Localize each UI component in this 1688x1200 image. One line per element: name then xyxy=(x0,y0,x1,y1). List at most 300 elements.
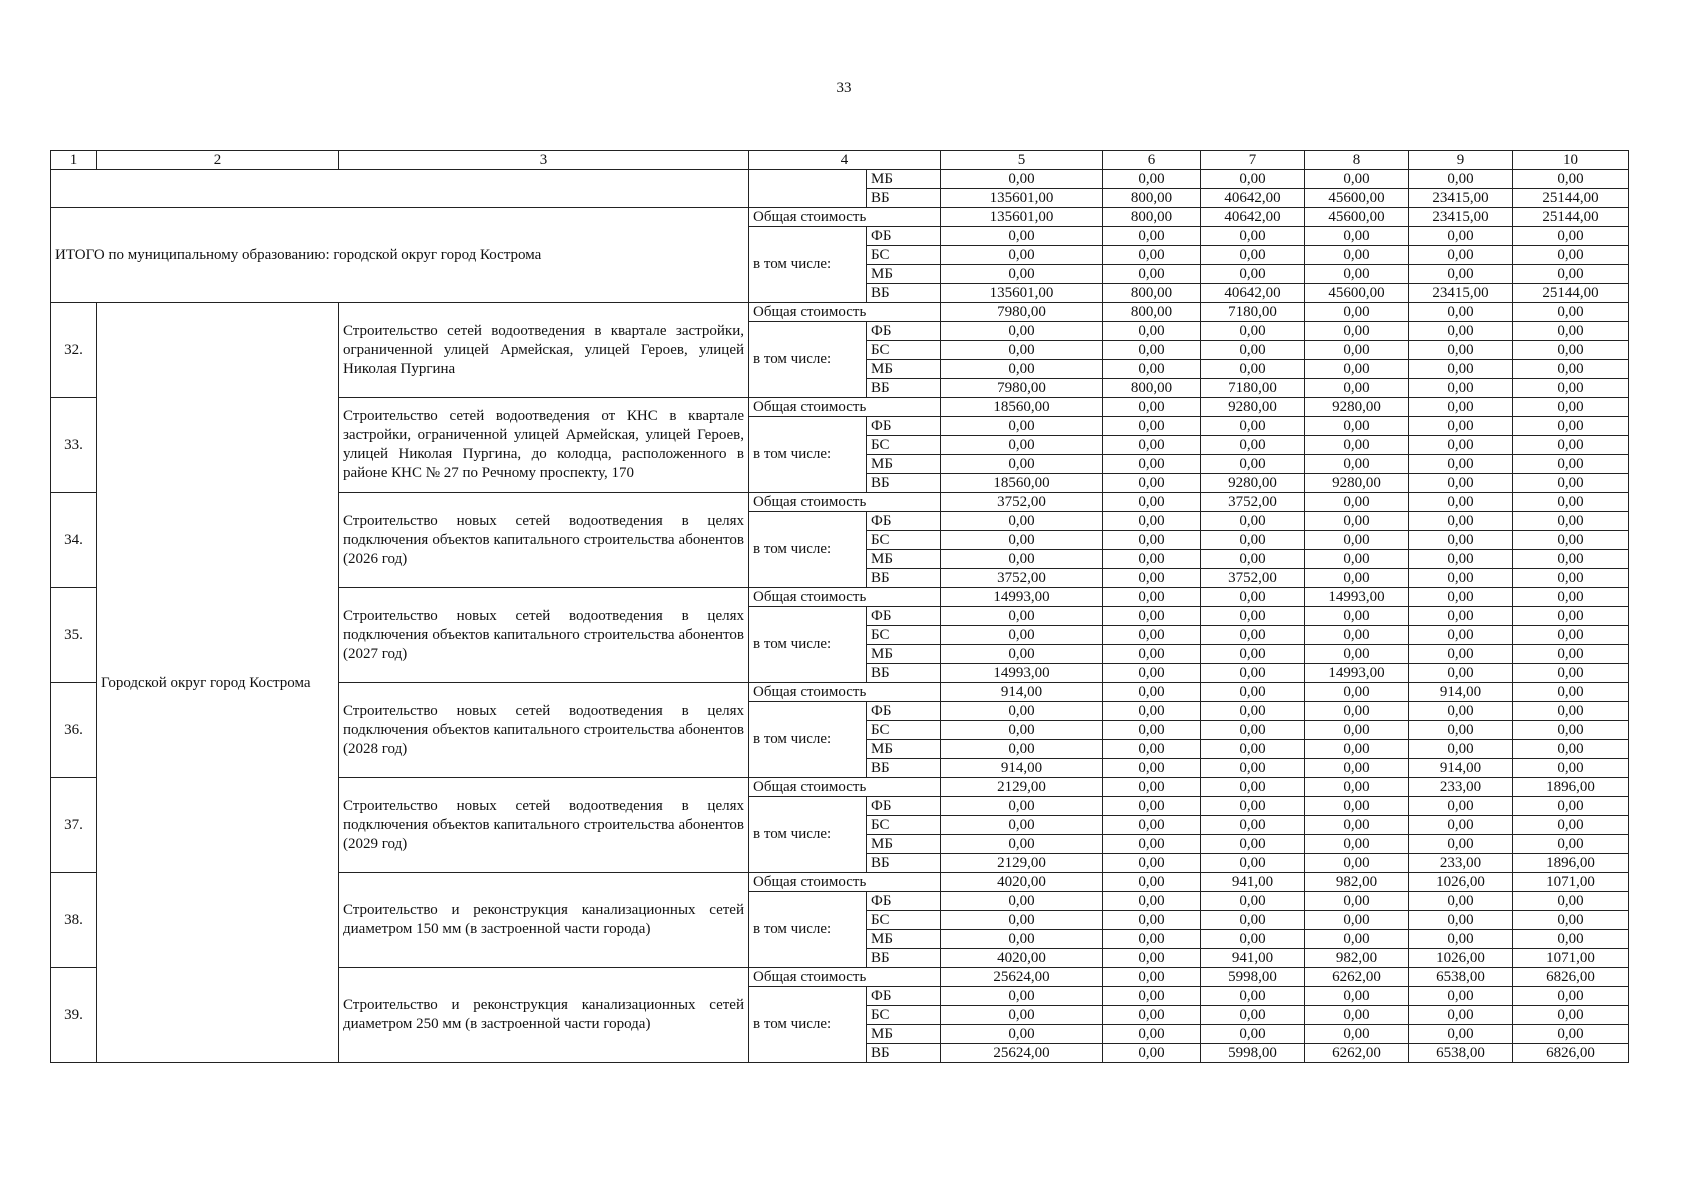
value-cell: 0,00 xyxy=(1103,873,1201,892)
row-number: 32. xyxy=(51,303,97,398)
value-cell: 0,00 xyxy=(1201,721,1305,740)
row-number: 33. xyxy=(51,398,97,493)
value-cell: 0,00 xyxy=(1201,911,1305,930)
value-cell: 0,00 xyxy=(1409,550,1513,569)
value-cell: 0,00 xyxy=(1305,854,1409,873)
value-cell: 0,00 xyxy=(941,1006,1103,1025)
value-cell: 3752,00 xyxy=(941,569,1103,588)
value-cell: 0,00 xyxy=(1409,455,1513,474)
value-cell: 9280,00 xyxy=(1305,474,1409,493)
value-cell: 3752,00 xyxy=(1201,493,1305,512)
funding-source: ФБ xyxy=(867,987,941,1006)
funding-source: ФБ xyxy=(867,512,941,531)
value-cell: 0,00 xyxy=(1103,683,1201,702)
value-cell: 800,00 xyxy=(1103,284,1201,303)
value-cell: 0,00 xyxy=(1409,341,1513,360)
value-cell: 0,00 xyxy=(941,645,1103,664)
value-cell: 135601,00 xyxy=(941,208,1103,227)
value-cell: 800,00 xyxy=(1103,379,1201,398)
value-cell: 800,00 xyxy=(1103,208,1201,227)
value-cell: 0,00 xyxy=(1513,797,1629,816)
project-description: Строительство и реконструкция канализационных сетей диаметром 250 мм (в застроенной части города) xyxy=(339,968,749,1063)
funding-source: ВБ xyxy=(867,474,941,493)
column-header: 10 xyxy=(1513,151,1629,170)
table-row xyxy=(51,170,1629,189)
value-cell: 0,00 xyxy=(1201,360,1305,379)
value-cell: 0,00 xyxy=(1103,949,1201,968)
value-cell: 45600,00 xyxy=(1305,284,1409,303)
value-cell: 0,00 xyxy=(1409,816,1513,835)
project-description: Строительство сетей водоотведения от КНС в квартале застройки, ограниченной улицей Армейская, улицей Героев, улицей Николая Пургина, до колодца, расположенного в районе КНС № 27 по Речному проспекту, 170 xyxy=(339,398,749,493)
value-cell: 0,00 xyxy=(1103,778,1201,797)
value-cell: 0,00 xyxy=(1201,1025,1305,1044)
value-cell: 3752,00 xyxy=(941,493,1103,512)
including-label: в том числе: xyxy=(749,892,867,968)
value-cell: 0,00 xyxy=(1305,417,1409,436)
value-cell: 4020,00 xyxy=(941,873,1103,892)
value-cell: 0,00 xyxy=(1409,398,1513,417)
value-cell: 982,00 xyxy=(1305,873,1409,892)
value-cell: 0,00 xyxy=(941,227,1103,246)
value-cell: 0,00 xyxy=(1513,588,1629,607)
including-label: в том числе: xyxy=(749,797,867,873)
funding-source: ВБ xyxy=(867,379,941,398)
value-cell: 14993,00 xyxy=(941,588,1103,607)
value-cell: 0,00 xyxy=(1103,531,1201,550)
value-cell: 45600,00 xyxy=(1305,189,1409,208)
funding-source: МБ xyxy=(867,265,941,284)
row-number: 39. xyxy=(51,968,97,1063)
funding-source: МБ xyxy=(867,360,941,379)
itogo-title: ИТОГО по муниципальному образованию: городской округ город Кострома xyxy=(51,208,749,303)
value-cell: 0,00 xyxy=(1201,702,1305,721)
funding-source: ВБ xyxy=(867,854,941,873)
value-cell: 0,00 xyxy=(1201,436,1305,455)
value-cell: 25624,00 xyxy=(941,1044,1103,1063)
value-cell: 0,00 xyxy=(1513,322,1629,341)
value-cell: 0,00 xyxy=(1513,626,1629,645)
value-cell: 0,00 xyxy=(941,417,1103,436)
funding-source: МБ xyxy=(867,930,941,949)
value-cell: 0,00 xyxy=(1305,683,1409,702)
value-cell: 0,00 xyxy=(1513,170,1629,189)
value-cell: 0,00 xyxy=(1409,512,1513,531)
value-cell: 0,00 xyxy=(1305,436,1409,455)
funding-source: ФБ xyxy=(867,417,941,436)
funding-source: МБ xyxy=(867,1025,941,1044)
value-cell: 0,00 xyxy=(1513,892,1629,911)
value-cell: 0,00 xyxy=(941,816,1103,835)
empty-cell xyxy=(51,170,749,208)
value-cell: 0,00 xyxy=(1305,246,1409,265)
value-cell: 0,00 xyxy=(1201,417,1305,436)
table-row xyxy=(51,208,1629,227)
value-cell: 0,00 xyxy=(1409,227,1513,246)
value-cell: 0,00 xyxy=(941,322,1103,341)
funding-source: МБ xyxy=(867,835,941,854)
value-cell: 0,00 xyxy=(1103,759,1201,778)
value-cell: 0,00 xyxy=(1305,740,1409,759)
value-cell: 0,00 xyxy=(1305,721,1409,740)
column-header: 4 xyxy=(749,151,941,170)
value-cell: 25144,00 xyxy=(1513,284,1629,303)
value-cell: 0,00 xyxy=(1513,493,1629,512)
value-cell: 914,00 xyxy=(1409,759,1513,778)
value-cell: 4020,00 xyxy=(941,949,1103,968)
value-cell: 1896,00 xyxy=(1513,778,1629,797)
value-cell: 0,00 xyxy=(1513,1025,1629,1044)
value-cell: 0,00 xyxy=(1409,379,1513,398)
row-number: 35. xyxy=(51,588,97,683)
value-cell: 0,00 xyxy=(1513,930,1629,949)
value-cell: 1071,00 xyxy=(1513,949,1629,968)
row-number: 38. xyxy=(51,873,97,968)
value-cell: 0,00 xyxy=(1305,987,1409,1006)
project-description: Строительство новых сетей водоотведения в целях подключения объектов капитального строительства абонентов (2026 год) xyxy=(339,493,749,588)
funding-source: ВБ xyxy=(867,284,941,303)
total-cost-label: Общая стоимость xyxy=(749,873,941,892)
value-cell: 0,00 xyxy=(1513,1006,1629,1025)
value-cell: 0,00 xyxy=(1201,170,1305,189)
value-cell: 0,00 xyxy=(941,170,1103,189)
column-header: 9 xyxy=(1409,151,1513,170)
funding-source: БС xyxy=(867,1006,941,1025)
including-label: в том числе: xyxy=(749,512,867,588)
value-cell: 40642,00 xyxy=(1201,284,1305,303)
table-row xyxy=(51,303,1629,322)
value-cell: 0,00 xyxy=(1513,569,1629,588)
value-cell: 6262,00 xyxy=(1305,1044,1409,1063)
value-cell: 0,00 xyxy=(1409,303,1513,322)
column-header: 1 xyxy=(51,151,97,170)
value-cell: 0,00 xyxy=(1305,816,1409,835)
value-cell: 0,00 xyxy=(941,455,1103,474)
value-cell: 0,00 xyxy=(1513,645,1629,664)
funding-source: БС xyxy=(867,531,941,550)
funding-source: ВБ xyxy=(867,664,941,683)
column-header: 2 xyxy=(97,151,339,170)
column-header: 6 xyxy=(1103,151,1201,170)
funding-source: БС xyxy=(867,816,941,835)
value-cell: 0,00 xyxy=(1201,930,1305,949)
value-cell: 0,00 xyxy=(941,797,1103,816)
value-cell: 0,00 xyxy=(1305,265,1409,284)
value-cell: 0,00 xyxy=(1103,797,1201,816)
value-cell: 0,00 xyxy=(1513,474,1629,493)
including-label: в том числе: xyxy=(749,227,867,303)
value-cell: 0,00 xyxy=(1513,455,1629,474)
value-cell: 0,00 xyxy=(1305,170,1409,189)
value-cell: 0,00 xyxy=(941,911,1103,930)
value-cell: 25144,00 xyxy=(1513,208,1629,227)
value-cell: 0,00 xyxy=(1409,265,1513,284)
value-cell: 0,00 xyxy=(941,265,1103,284)
including-label: в том числе: xyxy=(749,702,867,778)
value-cell: 0,00 xyxy=(1305,1006,1409,1025)
value-cell: 0,00 xyxy=(1305,512,1409,531)
value-cell: 0,00 xyxy=(1201,778,1305,797)
value-cell: 0,00 xyxy=(941,702,1103,721)
value-cell: 0,00 xyxy=(1513,721,1629,740)
value-cell: 0,00 xyxy=(1305,531,1409,550)
value-cell: 0,00 xyxy=(941,531,1103,550)
value-cell: 0,00 xyxy=(1103,664,1201,683)
value-cell: 9280,00 xyxy=(1305,398,1409,417)
row-number: 36. xyxy=(51,683,97,778)
value-cell: 914,00 xyxy=(941,759,1103,778)
funding-source: ВБ xyxy=(867,759,941,778)
value-cell: 0,00 xyxy=(1409,531,1513,550)
value-cell: 23415,00 xyxy=(1409,208,1513,227)
financing-table xyxy=(50,150,1629,1063)
value-cell: 1026,00 xyxy=(1409,949,1513,968)
value-cell: 0,00 xyxy=(1513,607,1629,626)
value-cell: 0,00 xyxy=(1305,835,1409,854)
value-cell: 0,00 xyxy=(1513,341,1629,360)
value-cell: 0,00 xyxy=(1103,322,1201,341)
funding-source: БС xyxy=(867,721,941,740)
value-cell: 0,00 xyxy=(1409,322,1513,341)
value-cell: 0,00 xyxy=(1409,835,1513,854)
value-cell: 6826,00 xyxy=(1513,968,1629,987)
value-cell: 5998,00 xyxy=(1201,968,1305,987)
value-cell: 941,00 xyxy=(1201,873,1305,892)
value-cell: 1026,00 xyxy=(1409,873,1513,892)
funding-source: ВБ xyxy=(867,949,941,968)
value-cell: 0,00 xyxy=(1305,607,1409,626)
value-cell: 0,00 xyxy=(1409,1006,1513,1025)
value-cell: 0,00 xyxy=(1409,892,1513,911)
value-cell: 0,00 xyxy=(941,740,1103,759)
funding-source: БС xyxy=(867,626,941,645)
value-cell: 0,00 xyxy=(1201,854,1305,873)
funding-source: БС xyxy=(867,246,941,265)
value-cell: 0,00 xyxy=(1103,227,1201,246)
value-cell: 0,00 xyxy=(1201,683,1305,702)
value-cell: 0,00 xyxy=(1201,341,1305,360)
funding-source: ФБ xyxy=(867,322,941,341)
value-cell: 2129,00 xyxy=(941,854,1103,873)
value-cell: 0,00 xyxy=(1103,246,1201,265)
value-cell: 0,00 xyxy=(1103,474,1201,493)
funding-source: МБ xyxy=(867,550,941,569)
value-cell: 0,00 xyxy=(1513,417,1629,436)
value-cell: 0,00 xyxy=(941,607,1103,626)
value-cell: 0,00 xyxy=(1103,360,1201,379)
value-cell: 45600,00 xyxy=(1305,208,1409,227)
value-cell: 9280,00 xyxy=(1201,398,1305,417)
value-cell: 0,00 xyxy=(1513,398,1629,417)
value-cell: 40642,00 xyxy=(1201,208,1305,227)
value-cell: 7180,00 xyxy=(1201,303,1305,322)
value-cell: 0,00 xyxy=(1103,987,1201,1006)
value-cell: 0,00 xyxy=(1201,759,1305,778)
value-cell: 0,00 xyxy=(1409,797,1513,816)
value-cell: 0,00 xyxy=(1305,930,1409,949)
including-label: в том числе: xyxy=(749,987,867,1063)
value-cell: 3752,00 xyxy=(1201,569,1305,588)
row-number: 37. xyxy=(51,778,97,873)
value-cell: 0,00 xyxy=(941,892,1103,911)
value-cell: 0,00 xyxy=(1103,892,1201,911)
total-cost-label: Общая стоимость xyxy=(749,778,941,797)
value-cell: 0,00 xyxy=(941,341,1103,360)
total-cost-label: Общая стоимость xyxy=(749,683,941,702)
value-cell: 0,00 xyxy=(1103,265,1201,284)
value-cell: 0,00 xyxy=(1305,379,1409,398)
value-cell: 0,00 xyxy=(1305,626,1409,645)
value-cell: 0,00 xyxy=(1513,379,1629,398)
column-header: 3 xyxy=(339,151,749,170)
value-cell: 0,00 xyxy=(1409,170,1513,189)
value-cell: 6826,00 xyxy=(1513,1044,1629,1063)
value-cell: 914,00 xyxy=(941,683,1103,702)
row-number: 34. xyxy=(51,493,97,588)
value-cell: 0,00 xyxy=(1201,740,1305,759)
total-cost-label: Общая стоимость xyxy=(749,493,941,512)
project-description: Строительство новых сетей водоотведения в целях подключения объектов капитального строительства абонентов (2028 год) xyxy=(339,683,749,778)
value-cell: 0,00 xyxy=(1305,550,1409,569)
value-cell: 0,00 xyxy=(1201,664,1305,683)
value-cell: 0,00 xyxy=(1513,702,1629,721)
value-cell: 0,00 xyxy=(1201,797,1305,816)
value-cell: 0,00 xyxy=(1103,607,1201,626)
value-cell: 18560,00 xyxy=(941,474,1103,493)
value-cell: 233,00 xyxy=(1409,778,1513,797)
value-cell: 0,00 xyxy=(1305,759,1409,778)
value-cell: 0,00 xyxy=(1409,702,1513,721)
value-cell: 0,00 xyxy=(941,1025,1103,1044)
funding-source: МБ xyxy=(867,170,941,189)
value-cell: 0,00 xyxy=(1103,702,1201,721)
value-cell: 0,00 xyxy=(1201,246,1305,265)
value-cell: 0,00 xyxy=(1201,531,1305,550)
value-cell: 0,00 xyxy=(1305,569,1409,588)
funding-source: МБ xyxy=(867,455,941,474)
value-cell: 0,00 xyxy=(1103,968,1201,987)
column-header: 8 xyxy=(1305,151,1409,170)
value-cell: 0,00 xyxy=(1513,911,1629,930)
value-cell: 0,00 xyxy=(1201,607,1305,626)
value-cell: 0,00 xyxy=(1103,645,1201,664)
value-cell: 0,00 xyxy=(941,835,1103,854)
value-cell: 0,00 xyxy=(941,550,1103,569)
value-cell: 7180,00 xyxy=(1201,379,1305,398)
value-cell: 0,00 xyxy=(1103,170,1201,189)
value-cell: 5998,00 xyxy=(1201,1044,1305,1063)
value-cell: 0,00 xyxy=(1103,569,1201,588)
funding-source: ФБ xyxy=(867,227,941,246)
value-cell: 0,00 xyxy=(1409,436,1513,455)
value-cell: 0,00 xyxy=(1201,512,1305,531)
value-cell: 0,00 xyxy=(1103,740,1201,759)
value-cell: 9280,00 xyxy=(1201,474,1305,493)
funding-source: ВБ xyxy=(867,569,941,588)
value-cell: 0,00 xyxy=(1201,835,1305,854)
value-cell: 0,00 xyxy=(1103,816,1201,835)
value-cell: 23415,00 xyxy=(1409,189,1513,208)
total-cost-label: Общая стоимость xyxy=(749,968,941,987)
value-cell: 0,00 xyxy=(1103,588,1201,607)
value-cell: 14993,00 xyxy=(1305,664,1409,683)
value-cell: 6262,00 xyxy=(1305,968,1409,987)
value-cell: 0,00 xyxy=(1513,987,1629,1006)
value-cell: 0,00 xyxy=(1513,531,1629,550)
funding-source: ФБ xyxy=(867,797,941,816)
value-cell: 0,00 xyxy=(941,512,1103,531)
value-cell: 0,00 xyxy=(941,246,1103,265)
value-cell: 0,00 xyxy=(1103,1044,1201,1063)
value-cell: 0,00 xyxy=(941,987,1103,1006)
value-cell: 40642,00 xyxy=(1201,189,1305,208)
value-cell: 0,00 xyxy=(1201,626,1305,645)
total-cost-label: Общая стоимость xyxy=(749,208,941,227)
value-cell: 0,00 xyxy=(1103,626,1201,645)
value-cell: 800,00 xyxy=(1103,189,1201,208)
value-cell: 0,00 xyxy=(1513,835,1629,854)
value-cell: 0,00 xyxy=(1201,892,1305,911)
value-cell: 0,00 xyxy=(1409,569,1513,588)
page-number: 33 xyxy=(836,80,852,96)
value-cell: 0,00 xyxy=(1305,702,1409,721)
value-cell: 6538,00 xyxy=(1409,1044,1513,1063)
value-cell: 0,00 xyxy=(1409,474,1513,493)
total-cost-label: Общая стоимость xyxy=(749,588,941,607)
value-cell: 0,00 xyxy=(941,626,1103,645)
project-description: Строительство новых сетей водоотведения в целях подключения объектов капитального строительства абонентов (2029 год) xyxy=(339,778,749,873)
including-label: в том числе: xyxy=(749,607,867,683)
value-cell: 0,00 xyxy=(1201,588,1305,607)
value-cell: 0,00 xyxy=(1409,588,1513,607)
value-cell: 0,00 xyxy=(1305,360,1409,379)
value-cell: 0,00 xyxy=(1103,512,1201,531)
value-cell: 0,00 xyxy=(1513,360,1629,379)
value-cell: 0,00 xyxy=(1103,341,1201,360)
value-cell: 0,00 xyxy=(1103,550,1201,569)
project-description: Строительство и реконструкция канализационных сетей диаметром 150 мм (в застроенной части города) xyxy=(339,873,749,968)
value-cell: 1896,00 xyxy=(1513,854,1629,873)
value-cell: 6538,00 xyxy=(1409,968,1513,987)
value-cell: 0,00 xyxy=(1513,740,1629,759)
value-cell: 135601,00 xyxy=(941,189,1103,208)
value-cell: 0,00 xyxy=(1103,911,1201,930)
value-cell: 7980,00 xyxy=(941,379,1103,398)
value-cell: 0,00 xyxy=(1103,930,1201,949)
value-cell: 0,00 xyxy=(1513,246,1629,265)
value-cell: 0,00 xyxy=(1305,341,1409,360)
value-cell: 0,00 xyxy=(1409,360,1513,379)
value-cell: 0,00 xyxy=(1409,987,1513,1006)
value-cell: 0,00 xyxy=(1409,493,1513,512)
value-cell: 0,00 xyxy=(1409,246,1513,265)
value-cell: 25144,00 xyxy=(1513,189,1629,208)
funding-source: ФБ xyxy=(867,702,941,721)
value-cell: 0,00 xyxy=(1201,322,1305,341)
value-cell: 0,00 xyxy=(1201,645,1305,664)
value-cell: 0,00 xyxy=(1103,455,1201,474)
value-cell: 0,00 xyxy=(1513,227,1629,246)
value-cell: 0,00 xyxy=(1201,987,1305,1006)
value-cell: 0,00 xyxy=(1513,303,1629,322)
empty-cell xyxy=(749,170,867,208)
value-cell: 23415,00 xyxy=(1409,284,1513,303)
value-cell: 0,00 xyxy=(1201,227,1305,246)
value-cell: 0,00 xyxy=(1513,512,1629,531)
value-cell: 0,00 xyxy=(1409,645,1513,664)
value-cell: 0,00 xyxy=(1513,759,1629,778)
value-cell: 1071,00 xyxy=(1513,873,1629,892)
total-cost-label: Общая стоимость xyxy=(749,398,941,417)
